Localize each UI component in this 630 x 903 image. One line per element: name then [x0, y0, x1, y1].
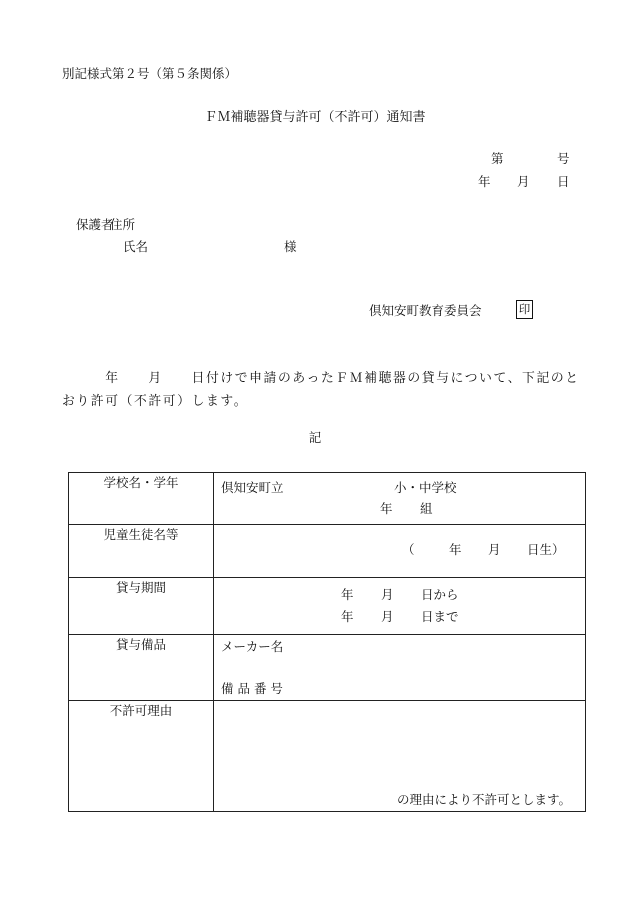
- equipment-value-cell: [214, 635, 586, 701]
- student-value-cell: [214, 525, 586, 578]
- refusal-value-cell: [214, 701, 586, 812]
- doc-number-prefix: 第: [491, 151, 504, 166]
- table-row-school: [69, 473, 586, 525]
- period-to-month: 月: [381, 609, 394, 624]
- period-from-year: 年: [341, 587, 354, 602]
- details-table: [68, 472, 586, 812]
- equipment-label: 貸与備品: [69, 635, 214, 701]
- table-row-refusal: [69, 701, 586, 812]
- doc-number-suffix: 号: [557, 151, 570, 166]
- refusal-suffix: の理由により不許可とします。: [396, 792, 571, 807]
- student-label: 児童生徒名等: [69, 525, 214, 578]
- serial-label: 備 品 番 号: [221, 681, 283, 696]
- birth-open-paren: （: [402, 542, 415, 557]
- seal-mark: [516, 300, 533, 319]
- school-town: 倶知安町立: [221, 480, 284, 495]
- maker-label: メーカー名: [221, 639, 284, 654]
- birth-year: 年: [449, 542, 462, 557]
- school-class: 組: [420, 501, 433, 516]
- date-month: 月: [517, 174, 530, 189]
- date-year: 年: [478, 174, 491, 189]
- period-to-year: 年: [341, 609, 354, 624]
- date-day: 日: [557, 174, 570, 189]
- school-type: 小・中学校: [394, 480, 457, 495]
- form-id: 別記様式第２号（第５条関係）: [62, 66, 238, 81]
- period-to-day: 日まで: [421, 609, 459, 624]
- table-row-student: [69, 525, 586, 578]
- school-year: 年: [380, 501, 393, 516]
- ki-heading: 記: [308, 430, 322, 445]
- birth-day: 日生）: [527, 542, 565, 557]
- guardian-label: 保護者: [76, 217, 114, 232]
- school-label: 学校名・学年: [69, 473, 214, 525]
- period-label: 貸与期間: [69, 578, 214, 635]
- body-text: 年 月 日付けで申請のあったＦＭ補聴器の貸与について、下記のとおり許可（不許可）します。: [62, 371, 580, 409]
- refusal-label: 不許可理由: [69, 701, 214, 812]
- period-value-cell: [214, 578, 586, 635]
- issuer-name: 倶知安町教育委員会: [369, 303, 482, 318]
- table-row-equipment: [69, 635, 586, 701]
- honorific: 様: [284, 239, 297, 254]
- table-row-period: [69, 578, 586, 635]
- school-value-cell: [214, 473, 586, 525]
- guardian-address-label: 住所: [110, 217, 136, 232]
- birth-month: 月: [488, 542, 501, 557]
- period-from-month: 月: [381, 587, 394, 602]
- document-title: ＦＭ補聴器貸与許可（不許可）通知書: [204, 110, 426, 125]
- guardian-name-label: 氏名: [123, 239, 149, 254]
- period-from-day: 日から: [421, 587, 459, 602]
- seal-text: 印: [518, 301, 531, 316]
